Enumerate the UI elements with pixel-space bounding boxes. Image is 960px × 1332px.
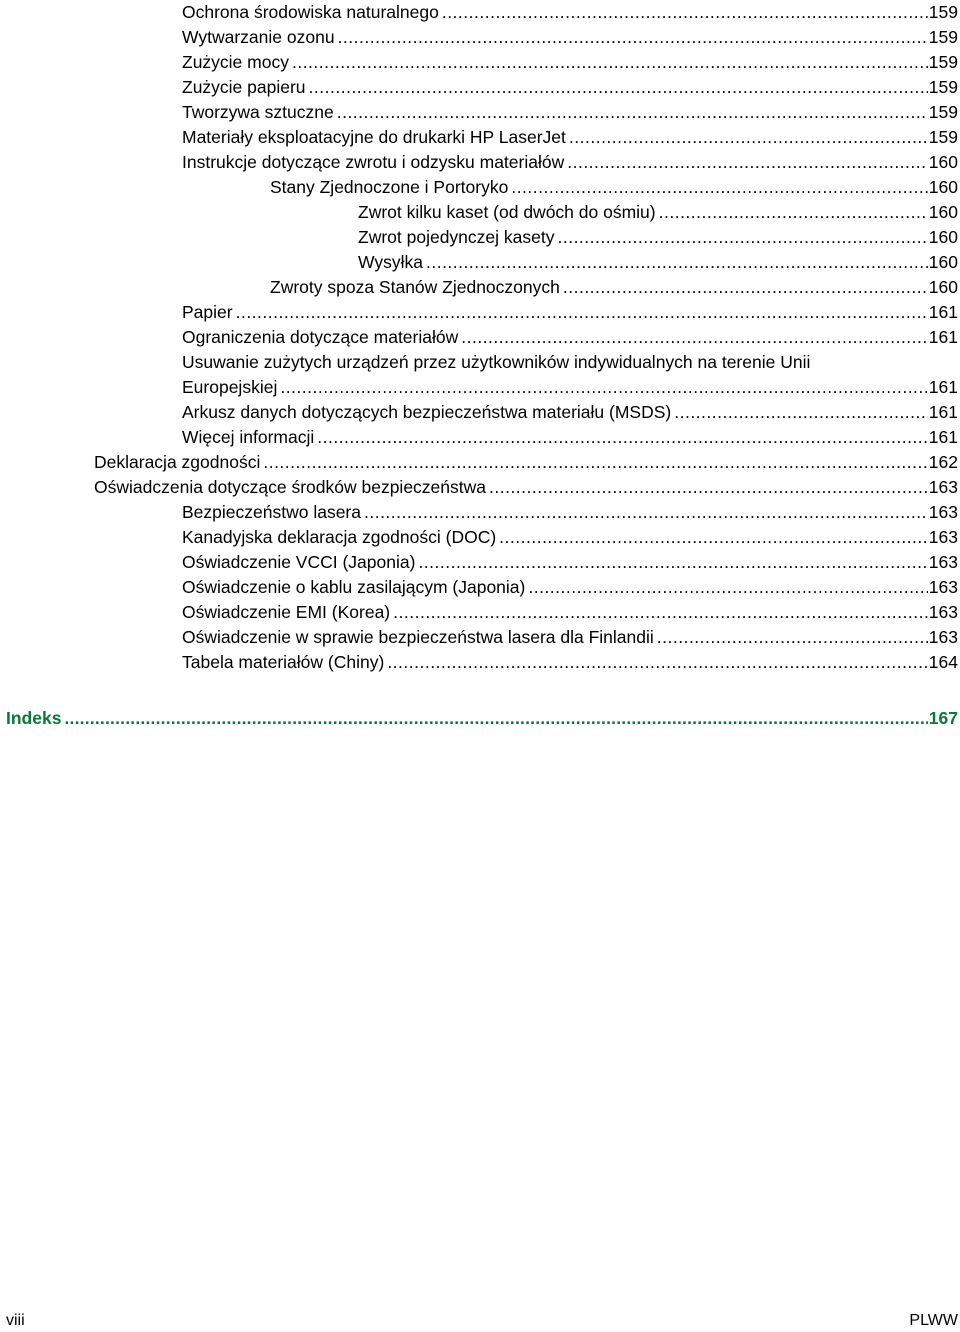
toc-entry-page: 161 — [928, 427, 958, 447]
toc-entry-page: 159 — [928, 127, 958, 147]
toc-entry[interactable] — [182, 400, 958, 425]
toc-leader-dots — [337, 100, 928, 125]
toc-leader-dots — [567, 150, 928, 175]
toc-leader-dots — [499, 525, 928, 550]
toc-entry-page: 163 — [928, 502, 958, 522]
toc-leader-dots — [263, 450, 927, 475]
toc-entry-page: 161 — [928, 302, 958, 322]
toc-entry[interactable] — [182, 0, 958, 25]
toc-entry-page: 161 — [928, 377, 958, 397]
toc-entry[interactable] — [358, 250, 958, 275]
toc-leader-dots — [511, 175, 927, 200]
toc-leader-dots — [317, 425, 928, 450]
toc-entry-title: Oświadczenie VCCI (Japonia) — [182, 552, 416, 572]
toc-entry[interactable] — [94, 475, 958, 500]
toc-leader-dots — [657, 625, 928, 650]
footer-code: PLWW — [909, 1312, 958, 1329]
toc-entry-title: Zwroty spoza Stanów Zjednoczonych — [270, 277, 560, 297]
toc-entry-title: Więcej informacji — [182, 427, 315, 447]
toc-entry-title: Tabela materiałów (Chiny) — [182, 652, 385, 672]
toc-entry-page: 160 — [928, 252, 958, 272]
toc-leader-dots — [280, 375, 927, 400]
toc-leader-dots — [489, 475, 928, 500]
toc-entry-title: Zużycie papieru — [182, 77, 306, 97]
toc-leader-dots — [292, 50, 928, 75]
toc-entry-page: 161 — [928, 402, 958, 422]
toc-entry-title: Oświadczenia dotyczące środków bezpieczeństwa — [94, 477, 486, 497]
toc-leader-dots — [563, 275, 928, 300]
toc-entry[interactable] — [182, 100, 958, 125]
toc-entry[interactable] — [182, 575, 958, 600]
toc-entry-title: Kanadyjska deklaracja zgodności (DOC) — [182, 527, 497, 547]
toc-entry-title: Stany Zjednoczone i Portoryko — [270, 177, 509, 197]
toc-entry[interactable] — [182, 525, 958, 550]
toc-leader-dots — [557, 225, 927, 250]
toc-entry-title: Zwrot kilku kaset (od dwóch do ośmiu) — [358, 202, 656, 222]
toc-leader-dots — [393, 600, 928, 625]
toc-entry[interactable] — [182, 550, 958, 575]
toc-entry-page: 162 — [928, 452, 958, 472]
toc-entry-title: Indeks — [6, 708, 62, 728]
toc-entry-title: Usuwanie zużytych urządzeń przez użytkowników indywidualnych na terenie Unii — [182, 352, 811, 372]
toc-leader-dots — [64, 706, 927, 731]
toc-leader-dots — [387, 650, 927, 675]
toc-entry-title: Arkusz danych dotyczących bezpieczeństwa materiału (MSDS) — [182, 402, 672, 422]
toc-entry[interactable] — [270, 275, 958, 300]
toc-entry-title: Deklaracja zgodności — [94, 452, 261, 472]
toc-entry-page: 163 — [928, 577, 958, 597]
toc-entry-title: Tworzywa sztuczne — [182, 102, 334, 122]
toc-entry[interactable] — [182, 75, 958, 100]
toc-entry-page: 159 — [928, 52, 958, 72]
toc-entry-page: 161 — [928, 327, 958, 347]
toc-entry-title: Wytwarzanie ozonu — [182, 27, 335, 47]
toc-entry-title: Oświadczenie EMI (Korea) — [182, 602, 391, 622]
toc-entry-page: 160 — [928, 227, 958, 247]
toc-entry[interactable] — [182, 150, 958, 175]
toc-entry[interactable] — [270, 175, 958, 200]
toc-entry[interactable] — [182, 25, 958, 50]
toc-entry[interactable] — [182, 600, 958, 625]
toc-leader-dots — [674, 400, 928, 425]
toc-entry-title-continued: Europejskiej — [182, 377, 278, 397]
toc-entry[interactable] — [94, 450, 958, 475]
toc-entry-title: Ograniczenia dotyczące materiałów — [182, 327, 459, 347]
toc-entry-page: 163 — [928, 527, 958, 547]
toc-entry[interactable] — [182, 325, 958, 350]
toc-entry[interactable] — [182, 125, 958, 150]
toc-chapter-index[interactable] — [6, 706, 958, 731]
toc-entry-page: 160 — [928, 152, 958, 172]
toc-entry-page: 163 — [928, 627, 958, 647]
toc-entry[interactable] — [182, 350, 958, 400]
toc-leader-dots — [364, 500, 928, 525]
toc-entry[interactable] — [182, 425, 958, 450]
toc-entry-page: 163 — [928, 477, 958, 497]
toc-leader-dots — [659, 200, 928, 225]
toc-entry-page: 159 — [928, 102, 958, 122]
toc-entry-title: Wysyłka — [358, 252, 423, 272]
toc-entry[interactable] — [182, 50, 958, 75]
toc-entry-title: Instrukcje dotyczące zwrotu i odzysku materiałów — [182, 152, 565, 172]
toc-entry-page: 163 — [928, 602, 958, 622]
toc-leader-dots — [569, 125, 928, 150]
toc-entry-page: 159 — [928, 27, 958, 47]
toc-entry-title: Oświadczenie o kablu zasilającym (Japonia) — [182, 577, 526, 597]
toc-entry[interactable] — [182, 650, 958, 675]
toc-entry-page: 163 — [928, 552, 958, 572]
toc-leader-dots — [236, 300, 928, 325]
toc-entry[interactable] — [182, 625, 958, 650]
toc-leader-dots — [442, 0, 928, 25]
toc-entry[interactable] — [182, 500, 958, 525]
toc-entry-page: 164 — [928, 652, 958, 672]
toc-entry-page: 159 — [928, 77, 958, 97]
toc-leader-dots — [461, 325, 928, 350]
toc-entry-title: Bezpieczeństwo lasera — [182, 502, 361, 522]
toc-entry[interactable] — [358, 200, 958, 225]
toc-entry-title: Materiały eksploatacyjne do drukarki HP LaserJet — [182, 127, 566, 147]
toc-entry-title: Zwrot pojedynczej kasety — [358, 227, 555, 247]
toc-leader-dots — [418, 550, 927, 575]
toc-entry[interactable] — [358, 225, 958, 250]
toc-entry-page: 159 — [928, 2, 958, 22]
toc-entry-title: Papier — [182, 302, 233, 322]
footer-page-number: viii — [6, 1312, 25, 1329]
toc-entry-title: Oświadczenie w sprawie bezpieczeństwa lasera dla Finlandii — [182, 627, 654, 647]
toc-entry-title: Ochrona środowiska naturalnego — [182, 2, 439, 22]
toc-entry-page: 160 — [928, 177, 958, 197]
toc-leader-dots — [426, 250, 928, 275]
toc-entry[interactable] — [182, 300, 958, 325]
toc-entry-page: 167 — [928, 708, 958, 728]
toc-entry-page: 160 — [928, 202, 958, 222]
toc-entry-page: 160 — [928, 277, 958, 297]
toc-leader-dots — [528, 575, 927, 600]
toc-entry-title: Zużycie mocy — [182, 52, 289, 72]
toc-leader-dots — [309, 75, 928, 100]
toc-leader-dots — [338, 25, 928, 50]
